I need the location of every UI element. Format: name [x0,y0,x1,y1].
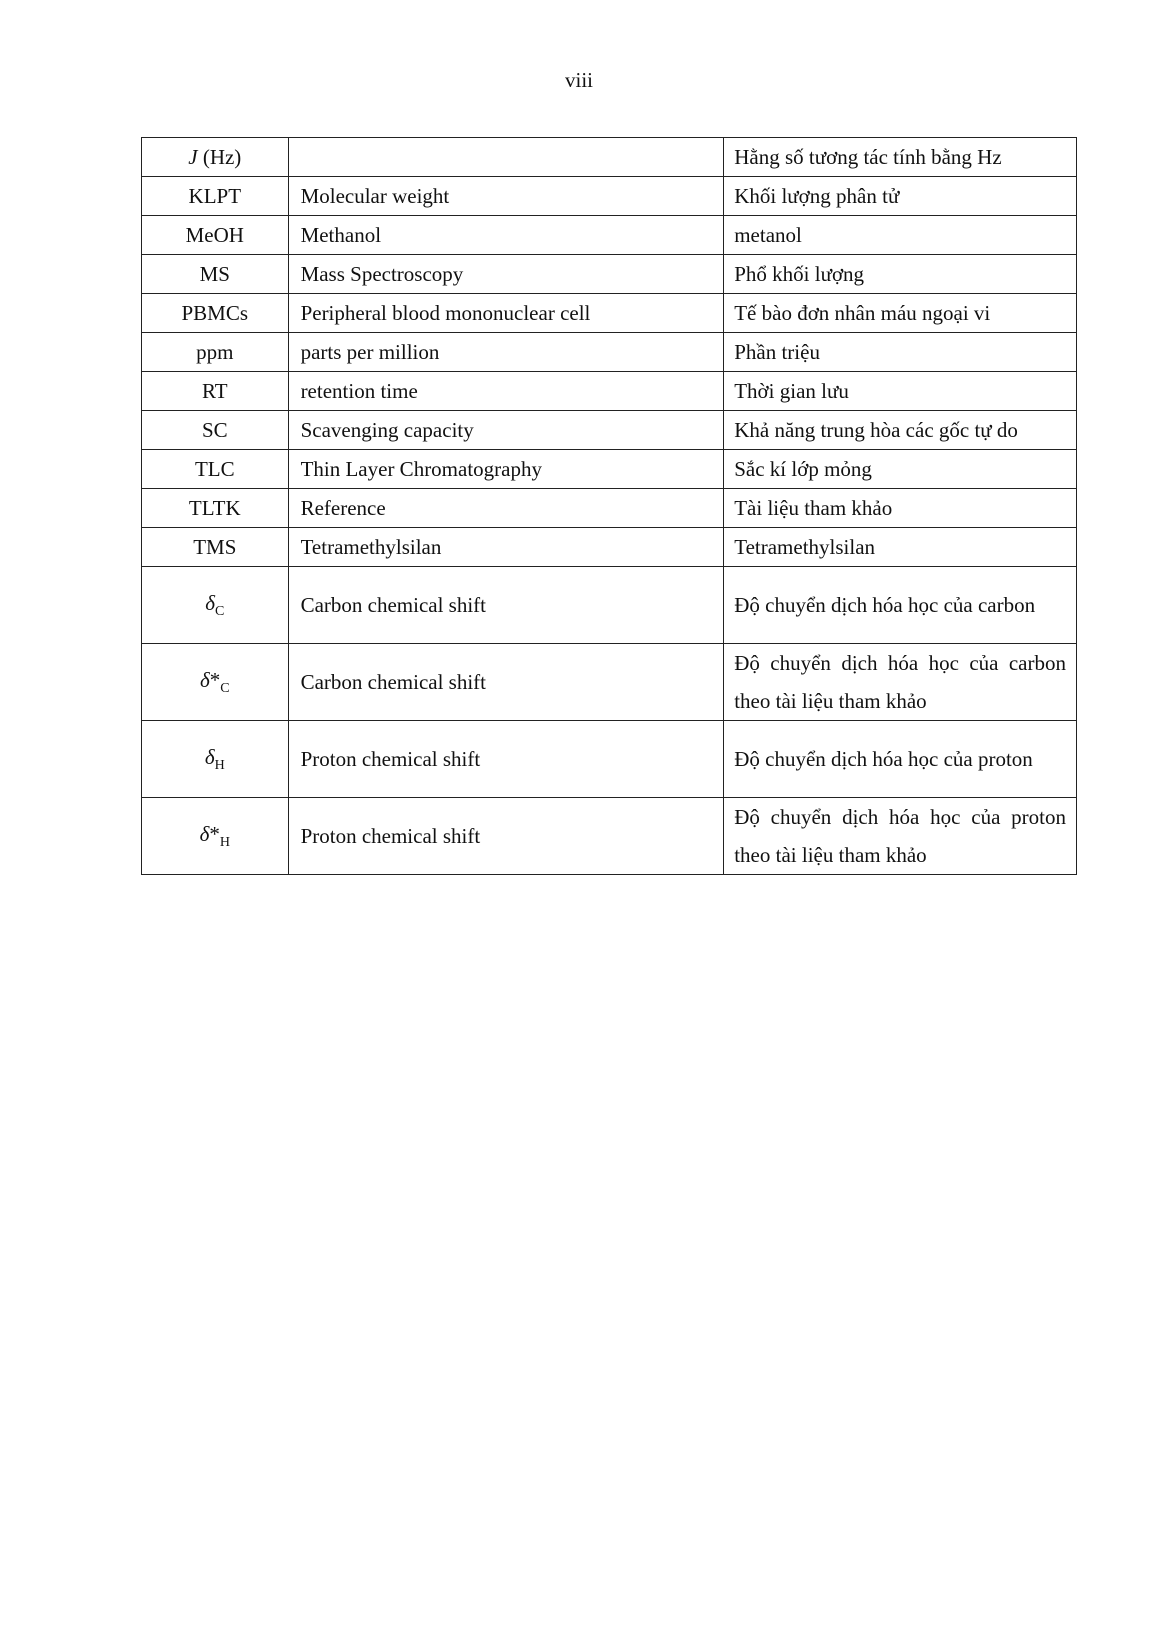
abbreviation-cell: J (Hz) [142,138,289,177]
vietnamese-term-cell: Phần triệu [724,333,1077,372]
page-number: viii [564,68,593,92]
vietnamese-term-cell: Khả năng trung hòa các gốc tự do [724,411,1077,450]
abbreviation-cell: PBMCs [142,294,289,333]
vietnamese-term-cell: Tetramethylsilan [724,528,1077,567]
english-term-cell: Reference [288,489,724,528]
english-term-cell: retention time [288,372,724,411]
english-term-cell: Carbon chemical shift [288,567,724,644]
vietnamese-term-cell: Phổ khối lượng [724,255,1077,294]
english-term-cell: Proton chemical shift [288,798,724,875]
table-row [142,216,1077,255]
vietnamese-term-cell: Độ chuyển dịch hóa học của carbon [724,567,1077,644]
table-row [142,450,1077,489]
abbreviation-cell: $\delta*_C$ [142,644,289,721]
table-row [142,528,1077,567]
abbreviation-cell: MS [142,255,289,294]
table-row [142,567,1077,644]
english-term-cell: Tetramethylsilan [288,528,724,567]
english-term-cell: Mass Spectroscopy [288,255,724,294]
english-term-cell: Methanol [288,216,724,255]
vietnamese-term-cell: Hằng số tương tác tính bằng Hz [724,138,1077,177]
table-row [142,138,1077,177]
table-row [142,644,1077,721]
abbreviation-cell: TLC [142,450,289,489]
abbreviation-table [141,137,1077,875]
table-row [142,333,1077,372]
vietnamese-term-cell: Độ chuyển dịch hóa học của proton theo tài liệu tham khảo [724,798,1077,875]
table-row [142,294,1077,333]
abbreviation-cell: $\delta_C$ [142,567,289,644]
table-row [142,489,1077,528]
english-term-cell: Carbon chemical shift [288,644,724,721]
abbreviation-cell: TLTK [142,489,289,528]
vietnamese-term-cell: Tế bào đơn nhân máu ngoại vi [724,294,1077,333]
vietnamese-term-cell: Khối lượng phân tử [724,177,1077,216]
abbreviation-cell: KLPT [142,177,289,216]
english-term-cell: Scavenging capacity [288,411,724,450]
vietnamese-term-cell: Thời gian lưu [724,372,1077,411]
vietnamese-term-cell: Sắc kí lớp mỏng [724,450,1077,489]
abbreviation-cell: ppm [142,333,289,372]
table-row [142,255,1077,294]
abbreviation-cell: MeOH [142,216,289,255]
english-term-cell: Thin Layer Chromatography [288,450,724,489]
vietnamese-term-cell: metanol [724,216,1077,255]
abbreviation-cell: TMS [142,528,289,567]
table-row [142,411,1077,450]
abbreviation-cell: SC [142,411,289,450]
english-term-cell: Proton chemical shift [288,721,724,798]
english-term-cell: Molecular weight [288,177,724,216]
table-row [142,372,1077,411]
english-term-cell [288,138,724,177]
table-row [142,177,1077,216]
vietnamese-term-cell: Độ chuyển dịch hóa học của carbon theo tài liệu tham khảo [724,644,1077,721]
vietnamese-term-cell: Độ chuyển dịch hóa học của proton [724,721,1077,798]
table-row [142,721,1077,798]
english-term-cell: parts per million [288,333,724,372]
abbreviation-cell: RT [142,372,289,411]
abbreviation-cell: $\delta*_H$ [142,798,289,875]
table-row [142,798,1077,875]
abbreviation-cell: $\delta_H$ [142,721,289,798]
vietnamese-term-cell: Tài liệu tham khảo [724,489,1077,528]
english-term-cell: Peripheral blood mononuclear cell [288,294,724,333]
